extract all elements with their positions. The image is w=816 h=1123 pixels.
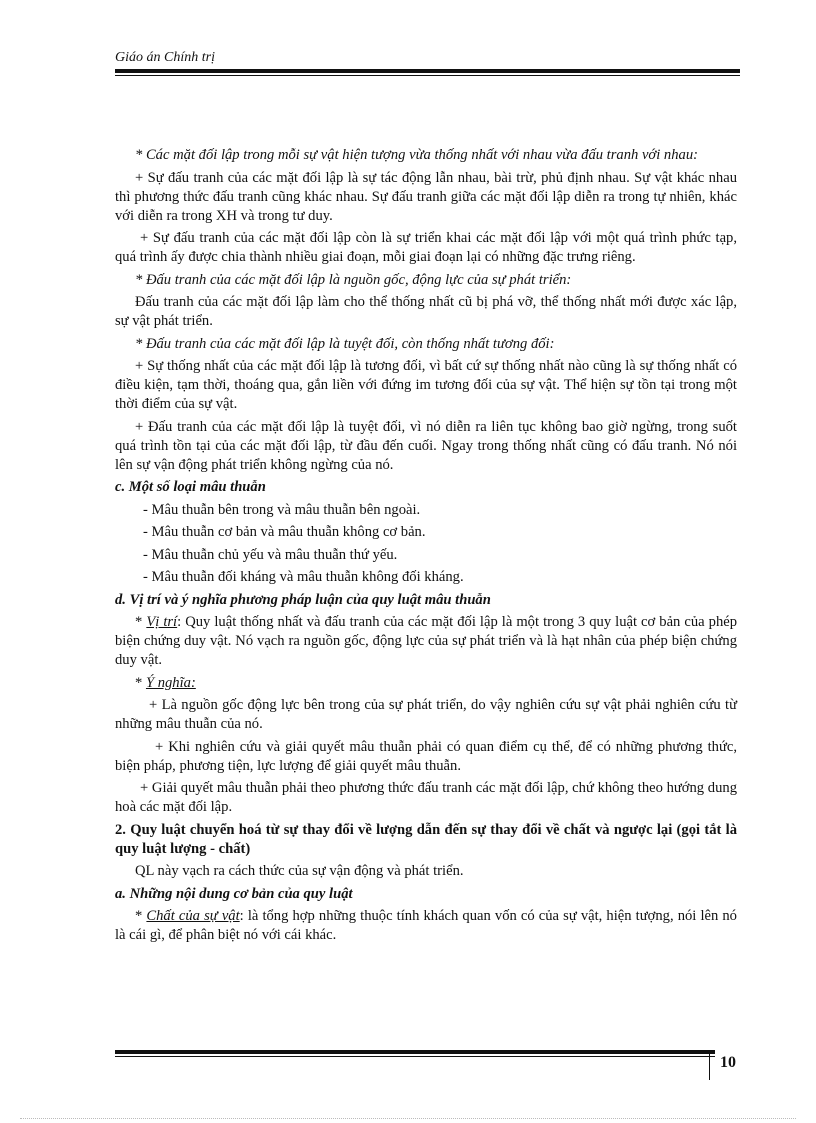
paragraph-meaning-a: + Là nguồn gốc động lực bên trong của sự phát triển, do vậy nghiên cứu sự vật phải nghiên cứu từ những mâu thuẫn của nó. [115, 697, 737, 732]
page-bottom-border [20, 1118, 796, 1119]
paragraph-struggle-interaction: + Sự đấu tranh của các mặt đối lập là sự tác động lẫn nhau, bài trừ, phủ định nhau. Sự vật khác nhau thì phương thức đấu tranh cũng khác nhau. Sự đấu tranh giữa các mặt đối lập diễn ra trong tự nhiên, khác với diễn ra trong XH và trong tư duy. [115, 169, 737, 224]
header-rule-thin [115, 75, 740, 76]
paragraph-law-intro: QL này vạch ra cách thức của sự vận động và phát triển. [135, 863, 464, 879]
paragraph-position [115, 613, 737, 670]
page-header [115, 50, 740, 76]
text-quality: : là tổng hợp những thuộc tính khách quan vốn có của sự vật, hiện tượng, nói lên nó là cái gì, để phân biệt nó với cái khác. [115, 908, 737, 943]
bullet-star: * [135, 614, 147, 630]
footer-rule-thick [115, 1050, 715, 1054]
header-title: Giáo án Chính trị [115, 50, 215, 65]
section-heading-c: c. Một số loại mâu thuẫn [115, 479, 266, 495]
section-heading-d: d. Vị trí và ý nghĩa phương pháp luận của quy luật mâu thuẫn [115, 591, 491, 608]
section-heading-a: a. Những nội dung cơ bản của quy luật [115, 885, 353, 902]
label-quality: Chất của sự vật [146, 908, 240, 924]
paragraph-struggle-development: + Sự đấu tranh của các mặt đối lập còn là sự triển khai các mặt đối lập với một quá trình phức tạp, quá trình ấy được chia thành nhiều giai đoạn, mỗi giai đoạn lại có những đặc trưng riêng. [115, 230, 737, 265]
footer-divider [709, 1050, 710, 1080]
heading-struggle-source: * Đấu tranh của các mặt đối lập là nguồn gốc, động lực của sự phát triển: [135, 271, 572, 288]
header-rule-thick [115, 69, 740, 73]
page-number: 10 [720, 1054, 736, 1071]
document-body [115, 146, 737, 949]
paragraph-struggle-absolute: + Đấu tranh của các mặt đối lập là tuyệt đối, vì nó diễn ra liên tục không bao giờ ngừng, trong suốt quá trình tồn tại của các mặt đối lập, từ đầu đến cuối. Ngay trong thống nhất cũng có đấu tranh. Nó nói lên sự vận động phát triển không ngừng của nó. [115, 418, 737, 473]
list-item: - Mâu thuẫn cơ bản và mâu thuẫn không cơ bản. [143, 524, 426, 540]
list-item: - Mâu thuẫn đối kháng và mâu thuẫn không đối kháng. [143, 569, 464, 585]
label-position: Vị trí [146, 614, 178, 630]
heading-opposites-unity-struggle: * Các mặt đối lập trong mỗi sự vật hiện tượng vừa thống nhất với nhau vừa đấu tranh với nhau: [135, 147, 698, 163]
section-heading-2: 2. Quy luật chuyển hoá từ sự thay đổi về lượng dẫn đến sự thay đổi về chất và ngược lại (gọi tắt là quy luật lượng - chất) [115, 821, 737, 857]
paragraph-unity-relative: + Sự thống nhất của các mặt đối lập là tương đối, vì bất cứ sự thống nhất nào cũng là sự thống nhất có điều kiện, tạm thời, thoáng qua, gắn liền với đứng im tương đối của sự vật. Thể hiện sự tồn tại trong một thời điểm của sự vật. [115, 358, 737, 412]
paragraph-quality [115, 907, 737, 945]
list-item: - Mâu thuẫn chủ yếu và mâu thuẫn thứ yếu. [143, 546, 398, 563]
paragraph-meaning-label [115, 674, 737, 693]
bullet-star: * [135, 908, 147, 924]
paragraph-meaning-b: + Khi nghiên cứu và giải quyết mâu thuẫn phải có quan điểm cụ thể, để có những phương thức, biện pháp, phương tiện, lực lượng để giải quyết mâu thuẫn. [115, 738, 737, 774]
paragraph-meaning-c: + Giải quyết mâu thuẫn phải theo phương thức đấu tranh các mặt đối lập, chứ không theo hướng dung hoà các mặt đối lập. [115, 780, 737, 815]
heading-struggle-absolute: * Đấu tranh của các mặt đối lập là tuyệt đối, còn thống nhất tương đối: [135, 335, 555, 352]
label-meaning: Ý nghĩa: [145, 674, 196, 691]
paragraph-struggle-source: Đấu tranh của các mặt đối lập làm cho thể thống nhất cũ bị phá vỡ, thể thống nhất mới được xác lập, sự vật phát triển. [115, 294, 737, 329]
page-footer [115, 1050, 740, 1071]
footer-rule-thin [115, 1056, 715, 1057]
list-item: - Mâu thuẫn bên trong và mâu thuẫn bên ngoài. [143, 501, 421, 518]
bullet-star: * [135, 674, 146, 691]
text-position: : Quy luật thống nhất và đấu tranh của các mặt đối lập là một trong 3 quy luật cơ bản của phép biện chứng duy vật. Nó vạch ra nguồn gốc, động lực của sự phát triển và là hạt nhân của phép biện chứng duy vật. [115, 614, 738, 668]
